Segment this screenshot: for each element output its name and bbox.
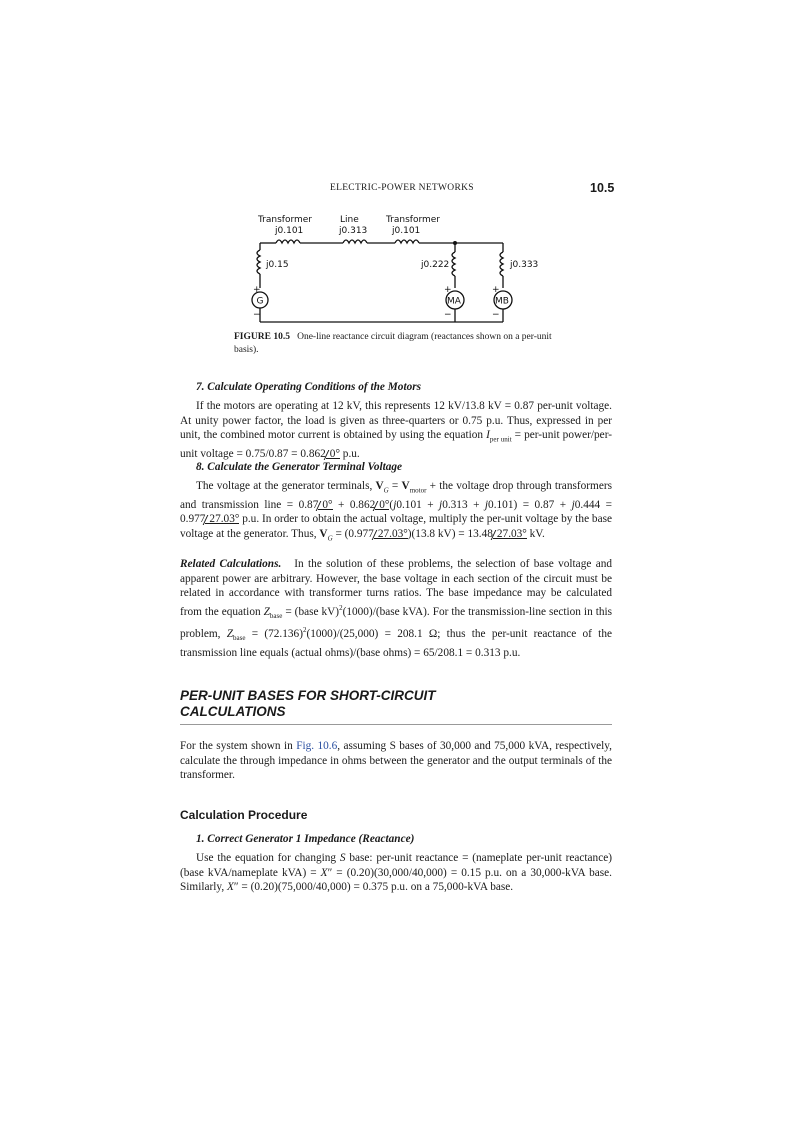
section-title [180,688,612,725]
label-motor-a: MA [447,296,461,307]
procedure-step-1-title: 1. Correct Generator 1 Impedance (Reactance) [196,833,415,845]
label-motor-a-reactance: j0.222 [421,260,450,270]
figure-caption [234,331,564,356]
intro-text-b: , assuming S bases of 30,000 and 75,000 kVA, respectively, calculate the through impedance in ohms between the generator and the output terminals of the transformer. [180,740,612,781]
step-7-body: If the motors are operating at 12 kV, this represents 12 kV/13.8 kV = 0.87 per-unit voltage. At unity power factor, the load is given as three-quarters or 0.75 p.u. Thus, expressed in per unit, the combined motor current is obtained by using the equation $I_{per unit}$ = per-unit power/per-unit voltage = 0.75/0.87 = 0.862 0° p.u. [180,400,612,460]
related-label: Related Calculations. [180,558,282,570]
procedure-step-1-body: Use the equation for changing S base: per-unit reactance = (nameplate per-unit reactance)(base kVA/nameplate kVA) = X″ = (0.20)(30,000/40,000) = 0.15 p.u. on a 30,000-kVA base. Similarly, X″ = (0.20)(75,000/40,000) = 0.375 p.u. on a 75,000-kVA base. [180,852,612,893]
related-text: In the solution of these problems, the selection of base voltage and apparent power are arbitrary. However, the base voltage in each section of the circuit must be related in accordance with transformer turns ratios. The base impedance may be calculated from the equation [180,558,613,618]
page-number: 10.5 [590,181,615,195]
fig-10-6-link[interactable]: Fig. 10.6 [296,740,338,752]
related-calculations: Related Calculations. In the solution of these problems, the selection of base voltage and apparent power are arbitrary. However, the base voltage in each section of the circuit must be related in accordance with transformer turns ratios. The base impedance may be calculated from the equation $Z_{base}$ = (base kV)$^2$(1000)/(base kVA). For the transmission-line section in this problem, $Z_{base} = (72.136)^2(1000)/(25,000) = 208.1$ Ω; thus the per-unit reactance of the transmission line equals (actual ohms)/(base ohms) = 65/208.1 = 0.313 p.u. [180,558,613,659]
svg-text:+: + [492,285,500,295]
section-intro [180,739,612,783]
figure-10-5 [238,210,568,325]
section-title-line-1: PER-UNIT BASES FOR SHORT-CIRCUIT [180,688,436,703]
step-8-body: The voltage at the generator terminals, $V_G = V_{motor}$ + the voltage drop through transformers and transmission line = 0.87 0° + 0.862 0°(j0.101 + j0.313 + j0.101) = 0.87 + j0.444 = 0.977 27.03° p.u. In order to obtain the actual voltage, multiply the per-unit voltage by the base voltage at the generator. Thus, $V_G = (0.977$ 27.03°)(13.8 kV) = 13.48 27.03° kV. [180,480,612,542]
svg-text:−: − [492,310,500,320]
svg-text:−: − [253,310,261,320]
label-transformer-left: Transformer [258,215,313,225]
section-title-line-2: CALCULATIONS [180,704,286,719]
step-7-text: If the motors are operating at 12 kV, this represents 12 kV/13.8 kV = 0.87 per-unit voltage. At unity power factor, the load is given as three-quarters or 0.75 p.u. Thus, expressed in per unit, the combined motor current is obtained by using the equation [180,400,612,441]
label-generator: G [256,296,264,307]
label-motor-b-reactance: j0.333 [510,260,539,270]
running-title: ELECTRIC-POWER NETWORKS [330,183,474,193]
label-transformer-right: Transformer [386,215,441,225]
label-generator-reactance: j0.15 [266,260,289,270]
label-line: Line [340,215,359,225]
label-transformer-right-value: j0.101 [392,226,421,236]
label-transformer-left-value: j0.101 [275,226,304,236]
circuit-diagram [238,210,568,325]
transformer-right-coil [395,240,419,243]
caption-label: FIGURE 10.5 [234,332,290,342]
line-coil [343,240,367,243]
generator-reactance-coil [257,250,260,274]
transformer-left-coil [276,240,300,243]
step-8-title: 8. Calculate the Generator Terminal Voltage [196,461,403,473]
label-line-value: j0.313 [339,226,368,236]
svg-text:−: − [444,310,452,320]
svg-text:+: + [253,285,261,295]
motor-b-reactance-coil [500,252,503,276]
intro-text-a: For the system shown in [180,740,293,752]
running-head [0,183,793,199]
caption-text: One-line reactance circuit diagram (reactances shown on a per-unit basis). [234,332,552,355]
motor-a-reactance-coil [452,252,455,276]
svg-text:+: + [444,285,452,295]
step-7-title: 7. Calculate Operating Conditions of the Motors [196,381,422,393]
label-motor-b: MB [495,296,509,307]
calculation-procedure-heading: Calculation Procedure [180,808,308,822]
